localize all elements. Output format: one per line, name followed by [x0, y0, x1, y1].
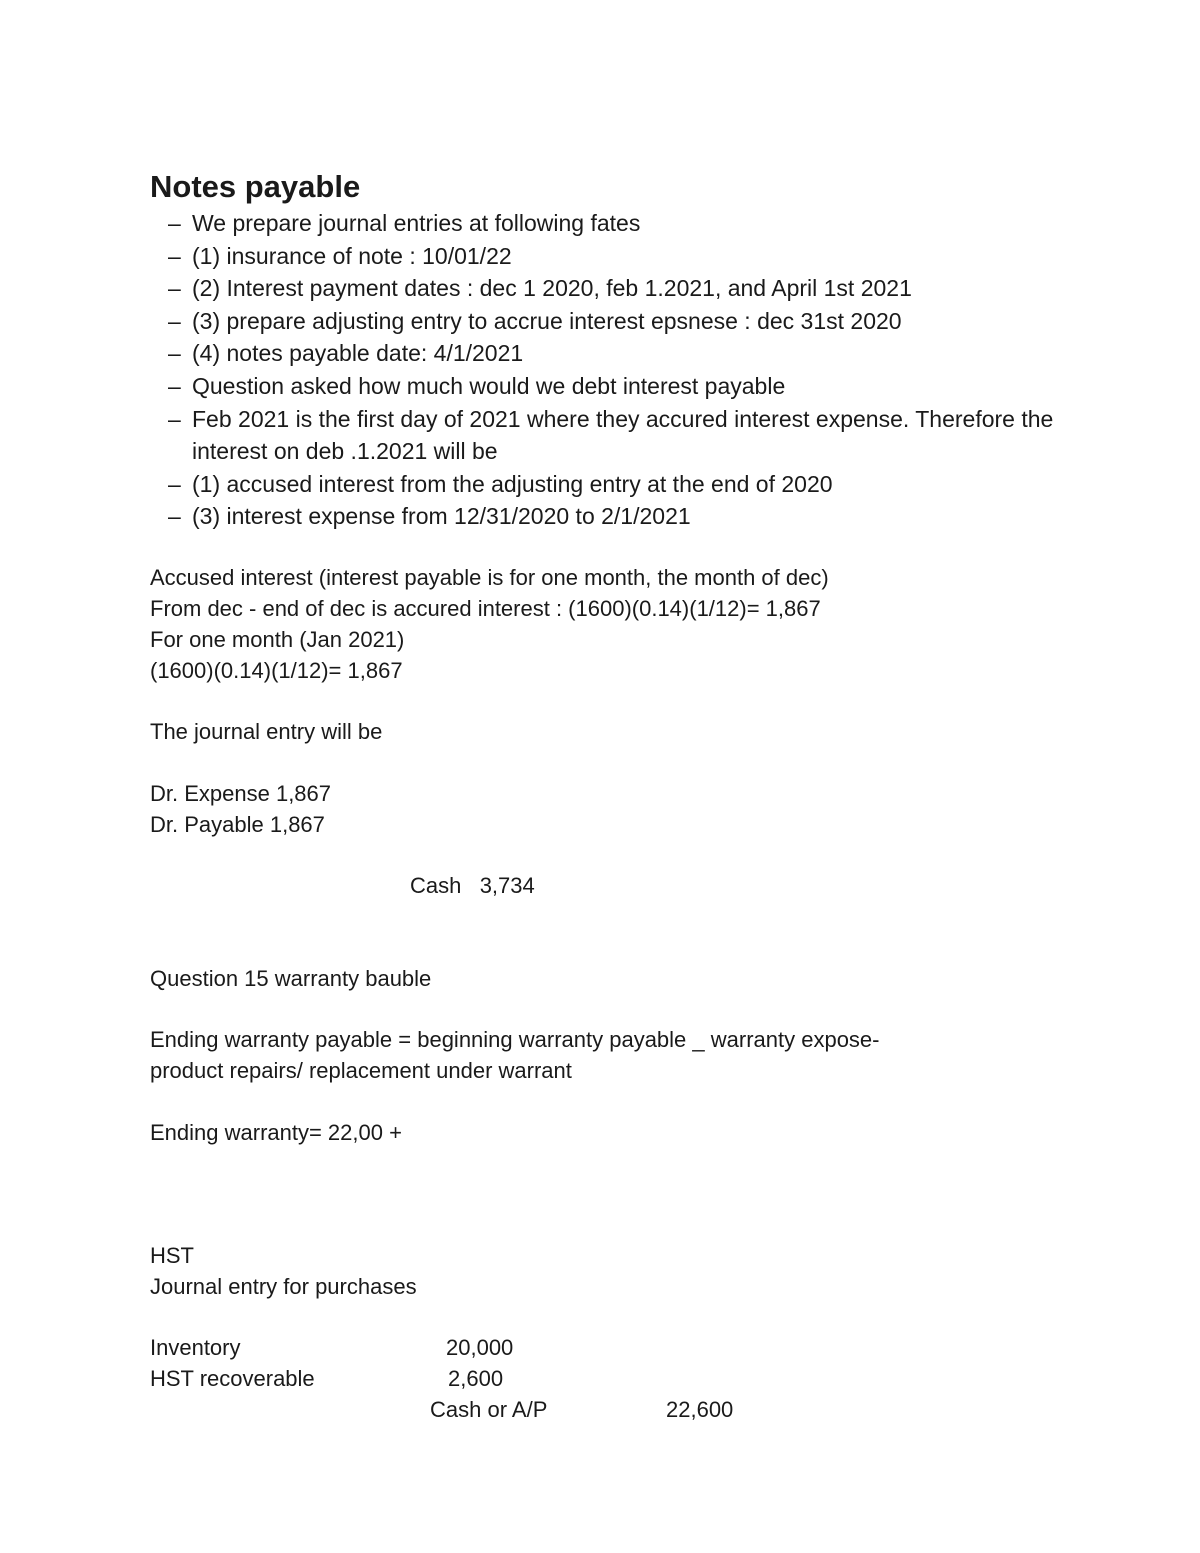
- bullet-dash: –: [168, 210, 181, 236]
- cash-ap-amount: 22,600: [666, 1397, 734, 1422]
- accrued-interest-calc-line: From dec - end of dec is accured interest : (1600)(0.14)(1/12)= 1,867: [150, 596, 821, 621]
- journal-entry-intro: The journal entry will be: [150, 719, 383, 744]
- bullet-dash: –: [168, 340, 181, 367]
- bullet-dash: –: [168, 242, 181, 269]
- bullet-dash: –: [168, 275, 181, 302]
- interest-calc-line: (1600)(0.14)(1/12)= 1,867: [150, 658, 403, 683]
- notes-bullet-list: [150, 207, 1092, 533]
- list-item: [150, 207, 1092, 240]
- list-item: [150, 370, 1092, 403]
- bullet-text: (2) Interest payment dates : dec 1 2020, feb 1.2021, and April 1st 2021: [192, 275, 912, 302]
- list-item: [150, 272, 1092, 305]
- bullet-text: Feb 2021 is the first day of 2021 where they accured interest expense. Therefore the interest on deb .1.2021 will be: [192, 405, 1054, 465]
- warranty-formula-line-1: Ending warranty payable = beginning warranty payable _ warranty expose-: [150, 1027, 880, 1052]
- page-title: Notes payable: [150, 169, 361, 204]
- one-month-line: For one month (Jan 2021): [150, 627, 405, 652]
- question-15-heading: Question 15 warranty bauble: [150, 966, 432, 991]
- credit-cash-line: Cash 3,734: [410, 873, 535, 898]
- warranty-formula-line-2: product repairs/ replacement under warrant: [150, 1058, 572, 1083]
- list-item: [150, 240, 1092, 273]
- accused-interest-line: Accused interest (interest payable is for one month, the month of dec): [150, 565, 829, 590]
- bullet-text: (4) notes payable date: 4/1/2021: [192, 340, 524, 367]
- list-item: [150, 305, 1092, 338]
- bullet-text: We prepare journal entries at following fates: [192, 210, 641, 236]
- list-item: [150, 403, 1092, 468]
- bullet-dash: –: [168, 503, 181, 530]
- bullet-dash: –: [168, 307, 181, 334]
- debit-payable-line: Dr. Payable 1,867: [150, 812, 325, 837]
- bullet-text: (1) accused interest from the adjusting entry at the end of 2020: [192, 470, 833, 497]
- bullet-dash: –: [168, 405, 181, 432]
- hst-recoverable-label: HST recoverable: [150, 1366, 315, 1391]
- list-item: [150, 500, 1092, 533]
- bullet-text: Question asked how much would we debt interest payable: [192, 372, 786, 399]
- bullet-dash: –: [168, 470, 181, 497]
- list-item: [150, 468, 1092, 501]
- bullet-text: (1) insurance of note : 10/01/22: [192, 242, 512, 269]
- bullet-text: (3) prepare adjusting entry to accrue interest epsnese : dec 31st 2020: [192, 307, 902, 334]
- hst-heading: HST: [150, 1243, 194, 1268]
- hst-recoverable-amount: 2,600: [448, 1366, 504, 1391]
- list-item: [150, 337, 1092, 370]
- bullet-dash: –: [168, 372, 181, 399]
- inventory-label: Inventory: [150, 1335, 241, 1360]
- hst-subtitle: Journal entry for purchases: [150, 1274, 417, 1299]
- inventory-amount: 20,000: [446, 1335, 514, 1360]
- bullet-text: (3) interest expense from 12/31/2020 to 2/1/2021: [192, 503, 691, 530]
- debit-expense-line: Dr. Expense 1,867: [150, 781, 332, 806]
- cash-ap-label: Cash or A/P: [430, 1397, 548, 1422]
- ending-warranty-line: Ending warranty= 22,00 +: [150, 1120, 402, 1145]
